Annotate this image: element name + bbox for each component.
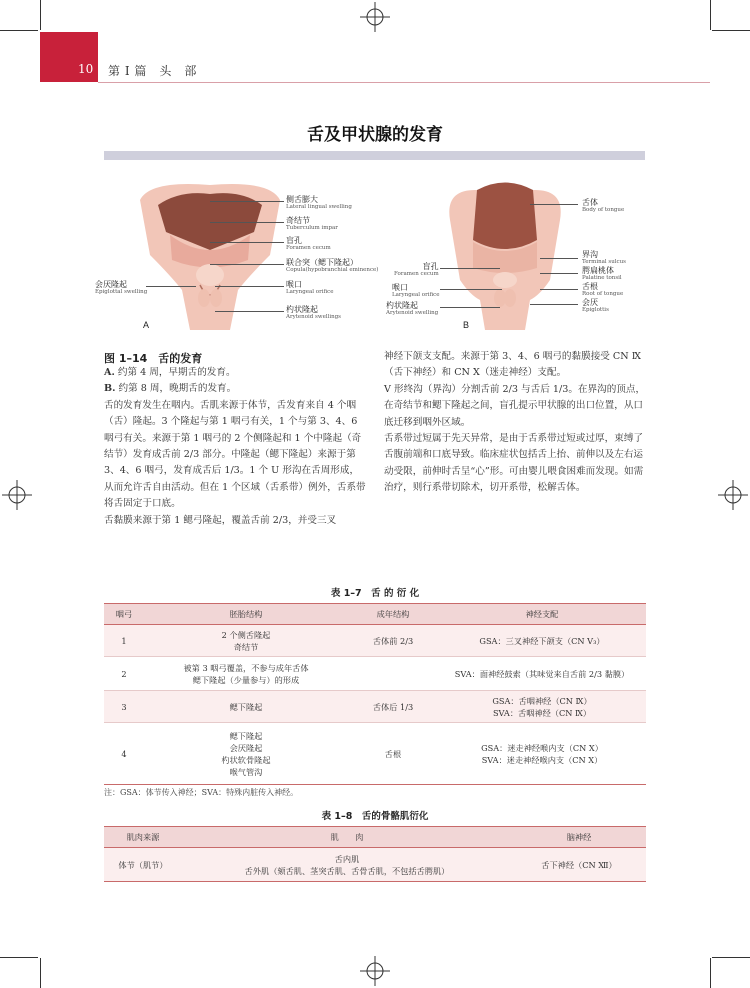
- table-tongue-derivation: [104, 603, 646, 785]
- table-cell: GSA：舌咽神经（CN Ⅸ） SVA：舌咽神经（CN Ⅸ）: [438, 691, 646, 723]
- label-laryngeal-orifice-b: 喉口 Laryngeal orifice: [392, 283, 440, 298]
- table-header: 脑神经: [512, 827, 646, 848]
- body-paragraph: 神经下颌支支配。来源于第 3、4、6 咽弓的黏膜接受 CN Ⅸ（舌下神经）和 CN Ⅹ（迷走神经）支配。: [384, 351, 641, 379]
- table-cell: GSA：迷走神经喉内支（CN Ⅹ） SVA：迷走神经喉内支（CN Ⅹ）: [438, 723, 646, 785]
- label-foramen-cecum-a: 盲孔 Foramen cecum: [286, 236, 331, 251]
- label-leader: [540, 273, 578, 274]
- table-cell: 舌下神经（CN Ⅻ）: [512, 848, 646, 882]
- label-laryngeal-orifice-a: 喉口 Laryngeal orifice: [286, 280, 334, 295]
- label-leader: [210, 264, 284, 265]
- caption-b-text: 约第 8 周，晚期舌的发育。: [115, 383, 237, 395]
- table-note: 注：GSA：体节传入神经；SVA：特殊内脏传入神经。: [104, 788, 299, 797]
- right-text-column: [384, 349, 646, 497]
- table-cell: GSA：三叉神经下颌支（CN V₃）: [438, 625, 646, 657]
- table-cell: 舌体后 1/3: [348, 691, 438, 723]
- label-foramen-cecum-b: 盲孔 Foramen cecum: [394, 262, 439, 277]
- left-text-column: [104, 365, 366, 529]
- label-arytenoid-swelling-b: 杓状隆起 Arytenoid swelling: [386, 301, 439, 316]
- label-leader: [440, 268, 500, 269]
- label-leader: [215, 286, 284, 287]
- body-paragraph: 舌系带过短属于先天异常，是由于舌系带过短或过厚，束缚了舌腹前端和口底导致。临床症状包括舌上抬、前伸以及左右运动受限，前伸时舌呈“心”形。可由婴儿喂食困难而发现。如需治疗，则行系带切除术，切开系带，松解舌体。: [384, 433, 644, 494]
- table-header: 肌 肉: [182, 827, 512, 848]
- table-row: [104, 625, 646, 657]
- table-cell: 舌根: [348, 723, 438, 785]
- table-cell: 2: [104, 657, 144, 691]
- page-number: 10: [78, 62, 94, 76]
- table-row: [104, 723, 646, 785]
- table-row: [104, 848, 646, 882]
- table-cell: [348, 657, 438, 691]
- header-rule: [98, 82, 710, 83]
- label-leader: [530, 204, 578, 205]
- label-tuberculum-impar: 奇结节 Tuberculum impar: [286, 216, 338, 231]
- chapter-heading: 第 Ⅰ 篇 头 部: [108, 64, 197, 78]
- table-cell: 舌内肌 舌外肌（颏舌肌、茎突舌肌、舌骨舌肌，不包括舌腭肌）: [182, 848, 512, 882]
- table-cell: SVA：面神经鼓索（其味觉来自舌前 2/3 黏膜）: [438, 657, 646, 691]
- label-arytenoid-swellings: 杓状隆起 Arytenoid swellings: [286, 305, 342, 320]
- caption-a-label: A.: [104, 367, 115, 378]
- label-leader: [530, 304, 578, 305]
- table-row: [104, 657, 646, 691]
- label-palatine-tonsil: 腭扁桃体 Palatine tonsil: [582, 266, 622, 281]
- caption-b-label: B.: [104, 383, 116, 395]
- crop-mark: [710, 0, 711, 30]
- label-leader: [540, 289, 578, 290]
- registration-mark-bottom: [360, 956, 390, 986]
- table-cell: 2 个侧舌隆起 奇结节: [144, 625, 348, 657]
- label-leader: [210, 201, 284, 202]
- label-leader: [215, 311, 284, 312]
- table-cell: 3: [104, 691, 144, 723]
- label-epiglottal-swelling: 会厌隆起 Epiglottal swelling: [95, 280, 148, 295]
- table-row: [104, 691, 646, 723]
- table-cell: 1: [104, 625, 144, 657]
- body-paragraph: 舌的发育发生在咽内。舌肌来源于体节，舌发育来自 4 个咽（舌）隆起。3 个隆起与第 1 咽弓有关，1 个与第 3、4、6 咽弓有关。来源于第 1 咽弓的 2 个侧隆起和 1 个中隆起（奇结节）发育成舌前 2/3 部分。中隆起（鳃下隆起）来源于第 3、4、6 咽弓，发育成舌后 1/3。1 个 U 形沟在舌周形成，从而允许舌自由活动。但在 1 个区域（舌系带）例外，舌系带将舌固定于口底。: [104, 399, 366, 510]
- label-body-of-tongue: 舌体 Body of tongue: [582, 198, 625, 213]
- label-lateral-lingual-swelling: 侧舌膨大 Lateral lingual swelling: [286, 195, 352, 210]
- label-epiglottis: 会厌 Epiglottis: [582, 298, 609, 313]
- label-leader: [440, 307, 500, 308]
- table-header: 胚胎结构: [144, 604, 348, 625]
- table-header: 咽弓: [104, 604, 144, 625]
- table-muscle-derivation: [104, 826, 646, 882]
- caption-a-text: 约第 4 周，早期舌的发育。: [114, 367, 236, 378]
- table-1-7-title: 表 1–7 舌 的 衍 化: [330, 588, 420, 599]
- label-leader: [540, 258, 578, 259]
- crop-mark: [40, 0, 41, 30]
- crop-mark: [40, 958, 41, 988]
- label-leader: [210, 242, 284, 243]
- table-cell: 被第 3 咽弓覆盖，不参与成年舌体 鳃下隆起（少量参与）的形成: [144, 657, 348, 691]
- crop-mark: [0, 957, 38, 958]
- body-paragraph: 舌黏膜来源于第 1 鳃弓隆起，覆盖舌前 2/3，并受三叉: [104, 514, 337, 526]
- table-header: 神经支配: [438, 604, 646, 625]
- label-leader: [210, 222, 284, 223]
- figure-caption-title: 图 1–14 舌的发育: [104, 352, 203, 365]
- table-cell: 鳃下隆起: [144, 691, 348, 723]
- figure-panel-letter-a: A: [143, 320, 150, 330]
- label-copula: 联合突（鳃下隆起） Copula(hypobranchial eminence): [286, 258, 379, 273]
- crop-mark: [710, 958, 711, 988]
- table-header: 肌肉来源: [104, 827, 182, 848]
- label-root-of-tongue: 舌根 Root of tongue: [582, 282, 624, 297]
- table-header: 成年结构: [348, 604, 438, 625]
- page-title: 舌及甲状腺的发育: [307, 125, 443, 145]
- body-paragraph: V 形终沟（界沟）分割舌前 2/3 与舌后 1/3。在界沟的顶点，在奇结节和鳃下隆起之间，盲孔提示甲状腺的出口位置，从口底迁移到咽外区域。: [384, 383, 646, 428]
- table-cell: 鳃下隆起 会厌隆起 杓状软骨隆起 喉气管沟: [144, 723, 348, 785]
- tongue-illustration-a: [130, 180, 290, 330]
- title-underline-bar: [104, 151, 645, 160]
- table-cell: 舌体前 2/3: [348, 625, 438, 657]
- table-cell: 体节（肌节）: [104, 848, 182, 882]
- figure-panel-letter-b: B: [463, 320, 470, 330]
- registration-mark-left: [2, 480, 32, 510]
- label-leader: [146, 286, 196, 287]
- caption-line-a: [104, 365, 366, 381]
- table-cell: 4: [104, 723, 144, 785]
- crop-mark: [712, 30, 750, 31]
- table-1-8-title: 表 1–8 舌的骨骼肌衍化: [321, 811, 429, 822]
- crop-mark: [0, 30, 38, 31]
- registration-mark-top: [360, 2, 390, 32]
- caption-line-b: [104, 381, 366, 397]
- label-terminal-sulcus: 界沟 Terminal sulcus: [582, 250, 626, 265]
- crop-mark: [712, 957, 750, 958]
- label-leader: [440, 289, 502, 290]
- registration-mark-right: [718, 480, 748, 510]
